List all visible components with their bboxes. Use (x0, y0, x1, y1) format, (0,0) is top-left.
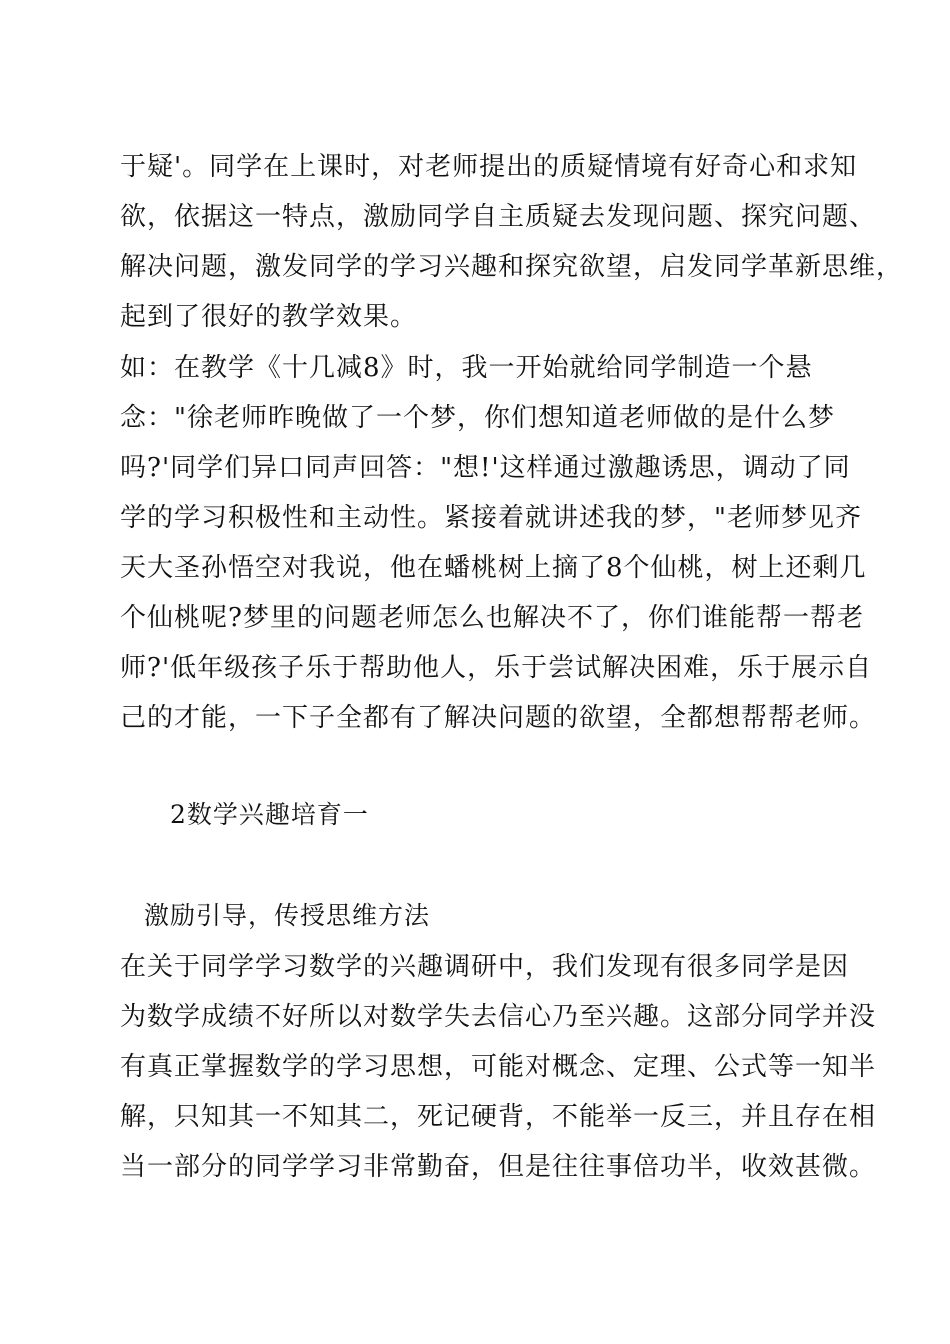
paragraph-3-line-5: 当一部分的同学学习非常勤奋，但是往往事倍功半，收效甚微。 (120, 1152, 877, 1182)
section-subheading: 激励引导，传授思维方法 (144, 901, 431, 930)
paragraph-2-line-3: 吗?'同学们异口同声回答："想!'这样通过激趣诱思，调动了同 (120, 453, 851, 483)
paragraph-2-line-8: 己的才能，一下子全都有了解决问题的欲望，全都想帮帮老师。 (120, 703, 877, 733)
paragraph-3-line-2: 为数学成绩不好所以对数学失去信心乃至兴趣。这部分同学并没 (120, 1002, 877, 1032)
paragraph-1-line-1: 于疑'。同学在上课时，对老师提出的质疑情境有好奇心和求知 (120, 152, 858, 182)
paragraph-2-line-7: 师?'低年级孩子乐于帮助他人，乐于尝试解决困难，乐于展示自 (120, 653, 873, 683)
paragraph-2-line-1: 如：在教学《十几减8》时，我一开始就给同学制造一个悬 (120, 353, 813, 383)
paragraph-3-line-1: 在关于同学学习数学的兴趣调研中，我们发现有很多同学是因 (120, 952, 850, 982)
paragraph-1-line-3: 解决问题，激发同学的学习兴趣和探究欲望，启发同学革新思维， (120, 252, 904, 282)
paragraph-3-line-3: 有真正掌握数学的学习思想，可能对概念、定理、公式等一知半 (120, 1052, 877, 1082)
paragraph-2-line-5: 天大圣孙悟空对我说，他在蟠桃树上摘了8个仙桃，树上还剩几 (120, 553, 867, 583)
section-heading: 2数学兴趣培育一 (170, 800, 369, 829)
paragraph-1-line-2: 欲，依据这一特点，激励同学自主质疑去发现问题、探究问题、 (120, 202, 877, 232)
paragraph-2-line-6: 个仙桃呢?梦里的问题老师怎么也解决不了，你们谁能帮一帮老 (120, 603, 864, 633)
paragraph-2-line-4: 学的学习积极性和主动性。紧接着就讲述我的梦，"老师梦见齐 (120, 503, 862, 533)
paragraph-2-line-2: 念："徐老师昨晚做了一个梦，你们想知道老师做的是什么梦 (120, 403, 835, 433)
paragraph-3-line-4: 解，只知其一不知其二，死记硬背，不能举一反三，并且存在相 (120, 1102, 877, 1132)
paragraph-1-line-4: 起到了很好的教学效果。 (120, 302, 418, 332)
